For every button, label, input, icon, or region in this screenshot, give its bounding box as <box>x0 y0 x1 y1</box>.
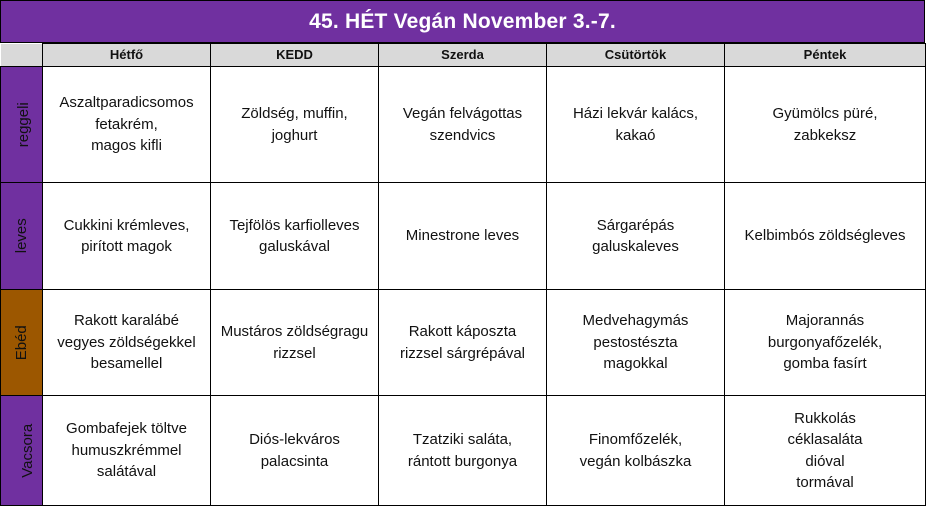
meal-label-dinner: Vacsora <box>1 396 43 506</box>
day-header-thursday: Csütörtök <box>547 44 725 67</box>
menu-cell: Medvehagymás pestostészta magokkal <box>547 290 725 396</box>
menu-cell: Aszaltparadicsomos fetakrém, magos kifli <box>43 67 211 183</box>
menu-cell: Finomfőzelék, vegán kolbászka <box>547 396 725 506</box>
menu-cell: Rakott karalábé vegyes zöldségekkel besamellel <box>43 290 211 396</box>
menu-cell: Mustáros zöldségragu rizzsel <box>211 290 379 396</box>
meal-label-soup: leves <box>1 183 43 290</box>
menu-cell: Rukkolás céklasaláta dióval tormával <box>725 396 926 506</box>
corner-cell <box>1 44 43 67</box>
day-header-row <box>1 44 926 67</box>
meal-row-lunch <box>1 290 926 396</box>
menu-cell: Diós-lekváros palacsinta <box>211 396 379 506</box>
meal-row-soup <box>1 183 926 290</box>
menu-cell: Majorannás burgonyafőzelék, gomba fasírt <box>725 290 926 396</box>
menu-cell: Gyümölcs püré, zabkeksz <box>725 67 926 183</box>
menu-cell: Vegán felvágottas szendvics <box>379 67 547 183</box>
menu-title: 45. HÉT Vegán November 3.-7. <box>0 0 925 43</box>
meal-row-dinner <box>1 396 926 506</box>
meal-label-lunch: Ebéd <box>1 290 43 396</box>
menu-cell: Cukkini krémleves, pirított magok <box>43 183 211 290</box>
weekly-menu-table <box>0 43 926 506</box>
day-header-tuesday: KEDD <box>211 44 379 67</box>
menu-cell: Minestrone leves <box>379 183 547 290</box>
day-header-wednesday: Szerda <box>379 44 547 67</box>
day-header-friday: Péntek <box>725 44 926 67</box>
day-header-monday: Hétfő <box>43 44 211 67</box>
menu-cell: Kelbimbós zöldségleves <box>725 183 926 290</box>
meal-label-breakfast: reggeli <box>1 67 43 183</box>
menu-cell: Házi lekvár kalács, kakaó <box>547 67 725 183</box>
menu-cell: Sárgarépás galuskaleves <box>547 183 725 290</box>
menu-cell: Rakott káposzta rizzsel sárgrépával <box>379 290 547 396</box>
menu-cell: Zöldség, muffin, joghurt <box>211 67 379 183</box>
meal-row-breakfast <box>1 67 926 183</box>
menu-cell: Tejfölös karfiolleves galuskával <box>211 183 379 290</box>
menu-cell: Tzatziki saláta, rántott burgonya <box>379 396 547 506</box>
menu-cell: Gombafejek töltve humuszkrémmel salátával <box>43 396 211 506</box>
